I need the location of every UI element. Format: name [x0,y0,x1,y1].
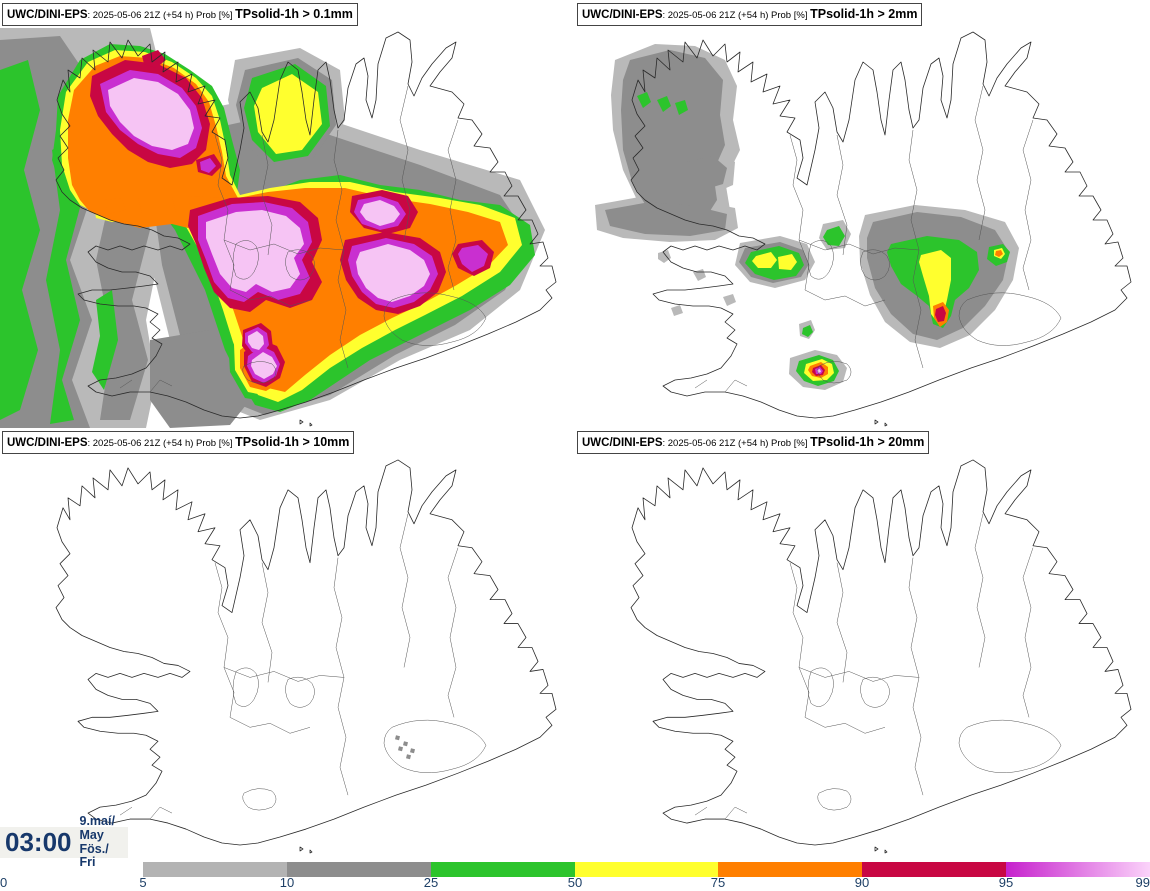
run-info: : 2025-05-06 21Z (+54 h) Prob [%] [662,10,811,21]
threshold-label: TPsolid-1h > 0.1mm [235,7,353,21]
map-iceland-2mm [575,0,1150,428]
map-iceland-0p1mm [0,0,575,428]
panel-title [2,3,358,26]
prob-field-2mm [595,44,1019,390]
tick-75: 75 [710,875,726,890]
threshold-label: TPsolid-1h > 2mm [810,7,918,21]
tick-95: 95 [998,875,1014,890]
valid-time-box [0,814,128,870]
panel-title [577,431,929,454]
tick-0: 0 [0,875,8,890]
threshold-label: TPsolid-1h > 20mm [810,435,925,449]
model-name: UWC/DINI-EPS [7,437,88,449]
model-name: UWC/DINI-EPS [582,437,663,449]
map-iceland-20mm [575,428,1150,855]
model-name: UWC/DINI-EPS [582,9,663,21]
panel-title [2,431,354,454]
model-name: UWC/DINI-EPS [7,9,88,21]
map-iceland-10mm [0,428,575,855]
prob-field-10mm [395,735,415,759]
panel-prob-2mm [575,0,1150,428]
prob-field-0p1mm [0,28,545,428]
threshold-label: TPsolid-1h > 10mm [235,435,350,449]
run-info: : 2025-05-06 21Z (+54 h) Prob [%] [87,438,236,449]
tick-99: 99 [1135,875,1150,890]
run-info: : 2025-05-06 21Z (+54 h) Prob [%] [662,438,811,449]
valid-date [80,815,129,870]
panel-prob-10mm [0,428,575,855]
tick-10: 10 [279,875,295,890]
coastline [56,460,556,853]
coastline [631,460,1131,853]
tick-50: 50 [567,875,583,890]
tick-90: 90 [854,875,870,890]
valid-date-line1: 9.maí/ May [79,814,115,842]
valid-time: 03:00 [5,827,72,857]
panel-prob-0p1mm [0,0,575,428]
valid-date-line2: Fös./ Fri [79,841,109,870]
tick-25: 25 [423,875,439,890]
panel-title [577,3,922,26]
tick-5: 5 [139,875,147,890]
panel-prob-20mm [575,428,1150,855]
colorbar-tick-labels [0,875,1150,891]
run-info: : 2025-05-06 21Z (+54 h) Prob [%] [87,10,236,21]
